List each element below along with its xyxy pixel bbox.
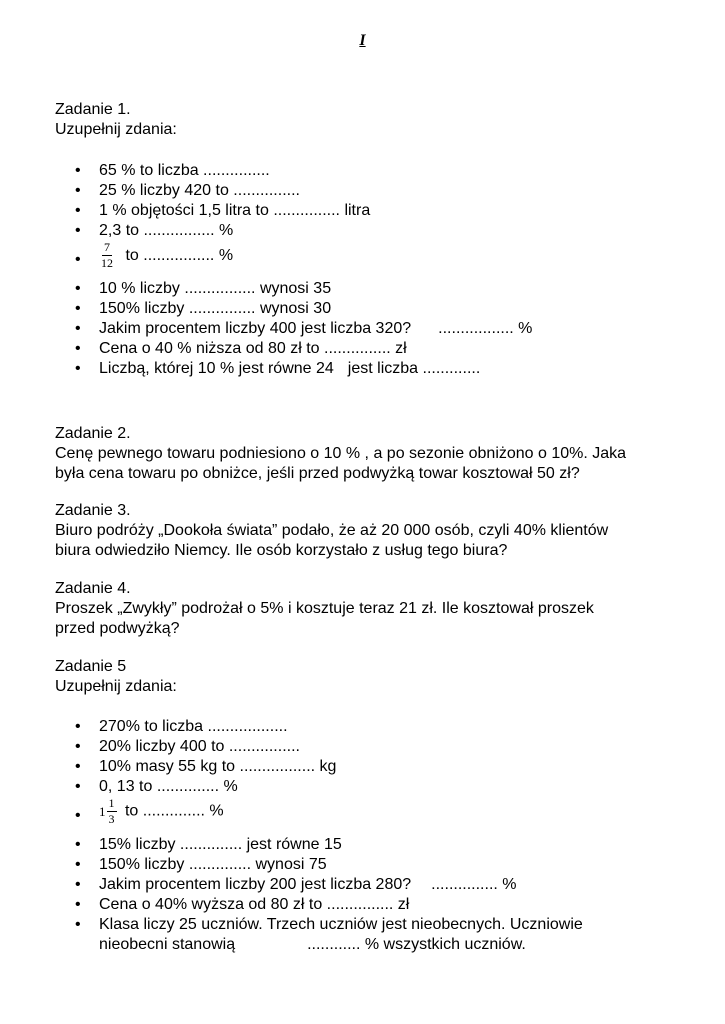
- list-item: • 10% masy 55 kg to ................. kg: [55, 757, 583, 777]
- list-item: • 150% liczby ............... wynosi 30: [55, 299, 532, 319]
- task2-title: Zadanie 2.: [55, 425, 131, 442]
- task5-header: [55, 657, 675, 697]
- fraction-denominator: 12: [101, 256, 113, 270]
- task5-list: [55, 717, 583, 955]
- answer-blank: ............ % wszystkich uczniów.: [307, 936, 526, 953]
- fraction-numerator: • 7: [104, 240, 110, 254]
- list-item: [55, 915, 583, 955]
- item-line: • Klasa liczy 25 uczniów. Trzech uczniów jest nieobecnych. Uczniowie: [99, 916, 583, 933]
- task1-title: Zadanie 1.: [55, 101, 131, 118]
- task1-header: [55, 100, 675, 140]
- task3: [55, 501, 675, 561]
- task4-line: przed podwyżką?: [55, 620, 180, 637]
- task2: [55, 424, 675, 484]
- list-item: • 15% liczby .............. jest równe 15: [55, 835, 583, 855]
- list-item: • 1 % objętości 1,5 litra to ............... litra: [55, 201, 532, 221]
- fraction-denominator: 3: [108, 812, 115, 826]
- task1-instruction: Uzupełnij zdania:: [55, 121, 177, 138]
- list-item: • 20% liczby 400 to ................: [55, 737, 583, 757]
- list-item: • 150% liczby .............. wynosi 75: [55, 855, 583, 875]
- list-item-fraction: [55, 241, 532, 279]
- list-item: • Liczbą, której 10 % jest równe 24 jest liczba .............: [55, 359, 532, 379]
- task4-line: Proszek „Zwykły” podrożał o 5% i kosztuje teraz 21 zł. Ile kosztował proszek: [55, 600, 594, 617]
- list-item: • Jakim procentem liczby 400 jest liczba 320? ................. %: [55, 319, 532, 339]
- list-item: • 2,3 to ................ %: [55, 221, 532, 241]
- fraction: [99, 241, 115, 270]
- fraction: [107, 797, 117, 826]
- task5-instruction: Uzupełnij zdania:: [55, 678, 177, 695]
- list-item: • 10 % liczby ................ wynosi 35: [55, 279, 532, 299]
- list-item: • Cena o 40% wyższa od 80 zł to ............... zł: [55, 895, 583, 915]
- mixed-item-text: to .............. %: [124, 802, 224, 820]
- mixed-whole: • 1: [99, 803, 106, 819]
- task1-list: [55, 161, 532, 379]
- task3-line: biura odwiedziło Niemcy. Ile osób korzystało z usług tego biura?: [55, 542, 508, 559]
- list-item: • 65 % to liczba ...............: [55, 161, 532, 181]
- list-item: • Cena o 40 % niższa od 80 zł to ............... zł: [55, 339, 532, 359]
- list-item: • 25 % liczby 420 to ...............: [55, 181, 532, 201]
- task5-title: Zadanie 5: [55, 658, 127, 675]
- list-item: • 270% to liczba ..................: [55, 717, 583, 737]
- task3-line: Biuro podróży „Dookoła świata” podało, że aż 20 000 osób, czyli 40% klientów: [55, 522, 609, 539]
- list-item: • 0, 13 to .............. %: [55, 777, 583, 797]
- task3-title: Zadanie 3.: [55, 502, 131, 519]
- task4: [55, 579, 675, 639]
- mixed-number: [99, 797, 117, 826]
- list-item-mixed-number: [55, 797, 583, 835]
- item-line: nieobecni stanowią ............ % wszystkich uczniów.: [99, 936, 526, 953]
- answer-blank: ................. %: [438, 320, 533, 337]
- fraction-numerator: 1: [108, 796, 115, 810]
- answer-blank: jest liczba .............: [347, 360, 481, 377]
- answer-blank: ............... %: [431, 876, 517, 893]
- task2-line: była cena towaru po obniżce, jeśli przed podwyżką towar kosztował 50 zł?: [55, 465, 580, 482]
- list-item: • Jakim procentem liczby 200 jest liczba 280? ............... %: [55, 875, 583, 895]
- task4-title: Zadanie 4.: [55, 580, 131, 597]
- page-numeral: I: [359, 32, 366, 49]
- fraction-item-text: to ................ %: [125, 246, 234, 264]
- task2-line: Cenę pewnego towaru podniesiono o 10 % , a po sezonie obniżono o 10%. Jaka: [55, 445, 627, 462]
